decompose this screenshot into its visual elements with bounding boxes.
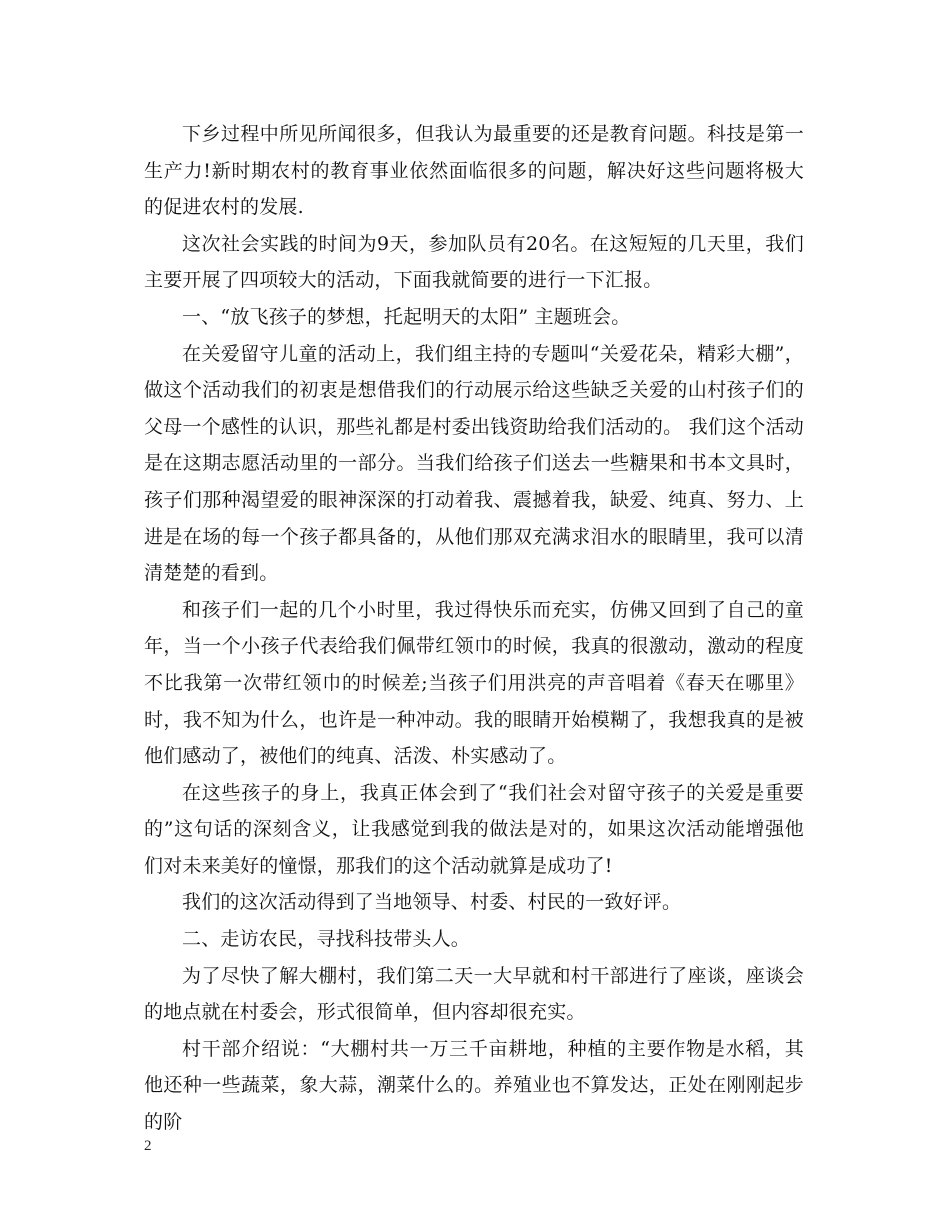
section-heading: 一、“放飞孩子的梦想，托起明天的太阳” 主题班会。 [182,305,631,328]
paragraph: 下乡过程中所见所闻很多，但我认为最重要的还是教育问题。科技是第一生产力!新时期农村的教育事业依然面临很多的问题，解决好这些问题将极大的促进农村的发展. [144,123,804,219]
document-body [144,116,804,1141]
paragraph: 和孩子们一起的几个小时里，我过得快乐而充实，仿佛又回到了自己的童年，当一个小孩子代表给我们佩带红领巾的时候，我真的很激动，激动的程度不比我第一次带红领巾的时候差;当孩子们用洪亮的声音唱着《春天在哪里》时，我不知为什么，也许是一种冲动。我的眼睛开始模糊了，我想我真的是被他们感动了，被他们的纯真、活泼、朴实感动了。 [144,598,804,768]
page-number: 2 [144,1138,152,1154]
paragraph: 为了尽快了解大棚村，我们第二天一大早就和村干部进行了座谈，座谈会的地点就在村委会，形式很简单，但内容却很充实。 [144,964,804,1024]
paragraph: 村干部介绍说：“大棚村共一万三千亩耕地，种植的主要作物是水稻，其他还种一些蔬菜，象大蒜，潮菜什么的。养殖业也不算发达，正处在刚刚起步的阶 [144,1037,804,1134]
paragraph: 在关爱留守儿童的活动上，我们组主持的专题叫“关爱花朵，精彩大棚”，做这个活动我们的初衷是想借我们的行动展示给这些缺乏关爱的山村孩子们的父母一个感性的认识，那些礼都是村委出钱资助给我们活动的。 我们这个活动是在这期志愿活动里的一部分。当我们给孩子们送去一些糖果和书本文具时，孩子们那种渴望爱的眼神深深的打动着我、震撼着我，缺爱、纯真、努力、上进是在场的每一个孩子都具备的，从他们那双充满求泪水的眼睛里，我可以清清楚楚的看到。 [144,342,804,585]
paragraph: 在这些孩子的身上，我真正体会到了“我们社会对留守孩子的关爱是重要的”这句话的深刻含义，让我感觉到我的做法是对的，如果这次活动能增强他们对未来美好的憧憬，那我们的这个活动就算是成功了! [144,781,804,877]
section-heading: 二、走访农民，寻找科技带头人。 [182,928,471,951]
paragraph: 我们的这次活动得到了当地领导、村委、村民的一致好评。 [182,891,682,914]
paragraph: 这次社会实践的时间为9天，参加队员有20名。在这短短的几天里，我们主要开展了四项较大的活动，下面我就简要的进行一下汇报。 [144,232,804,292]
